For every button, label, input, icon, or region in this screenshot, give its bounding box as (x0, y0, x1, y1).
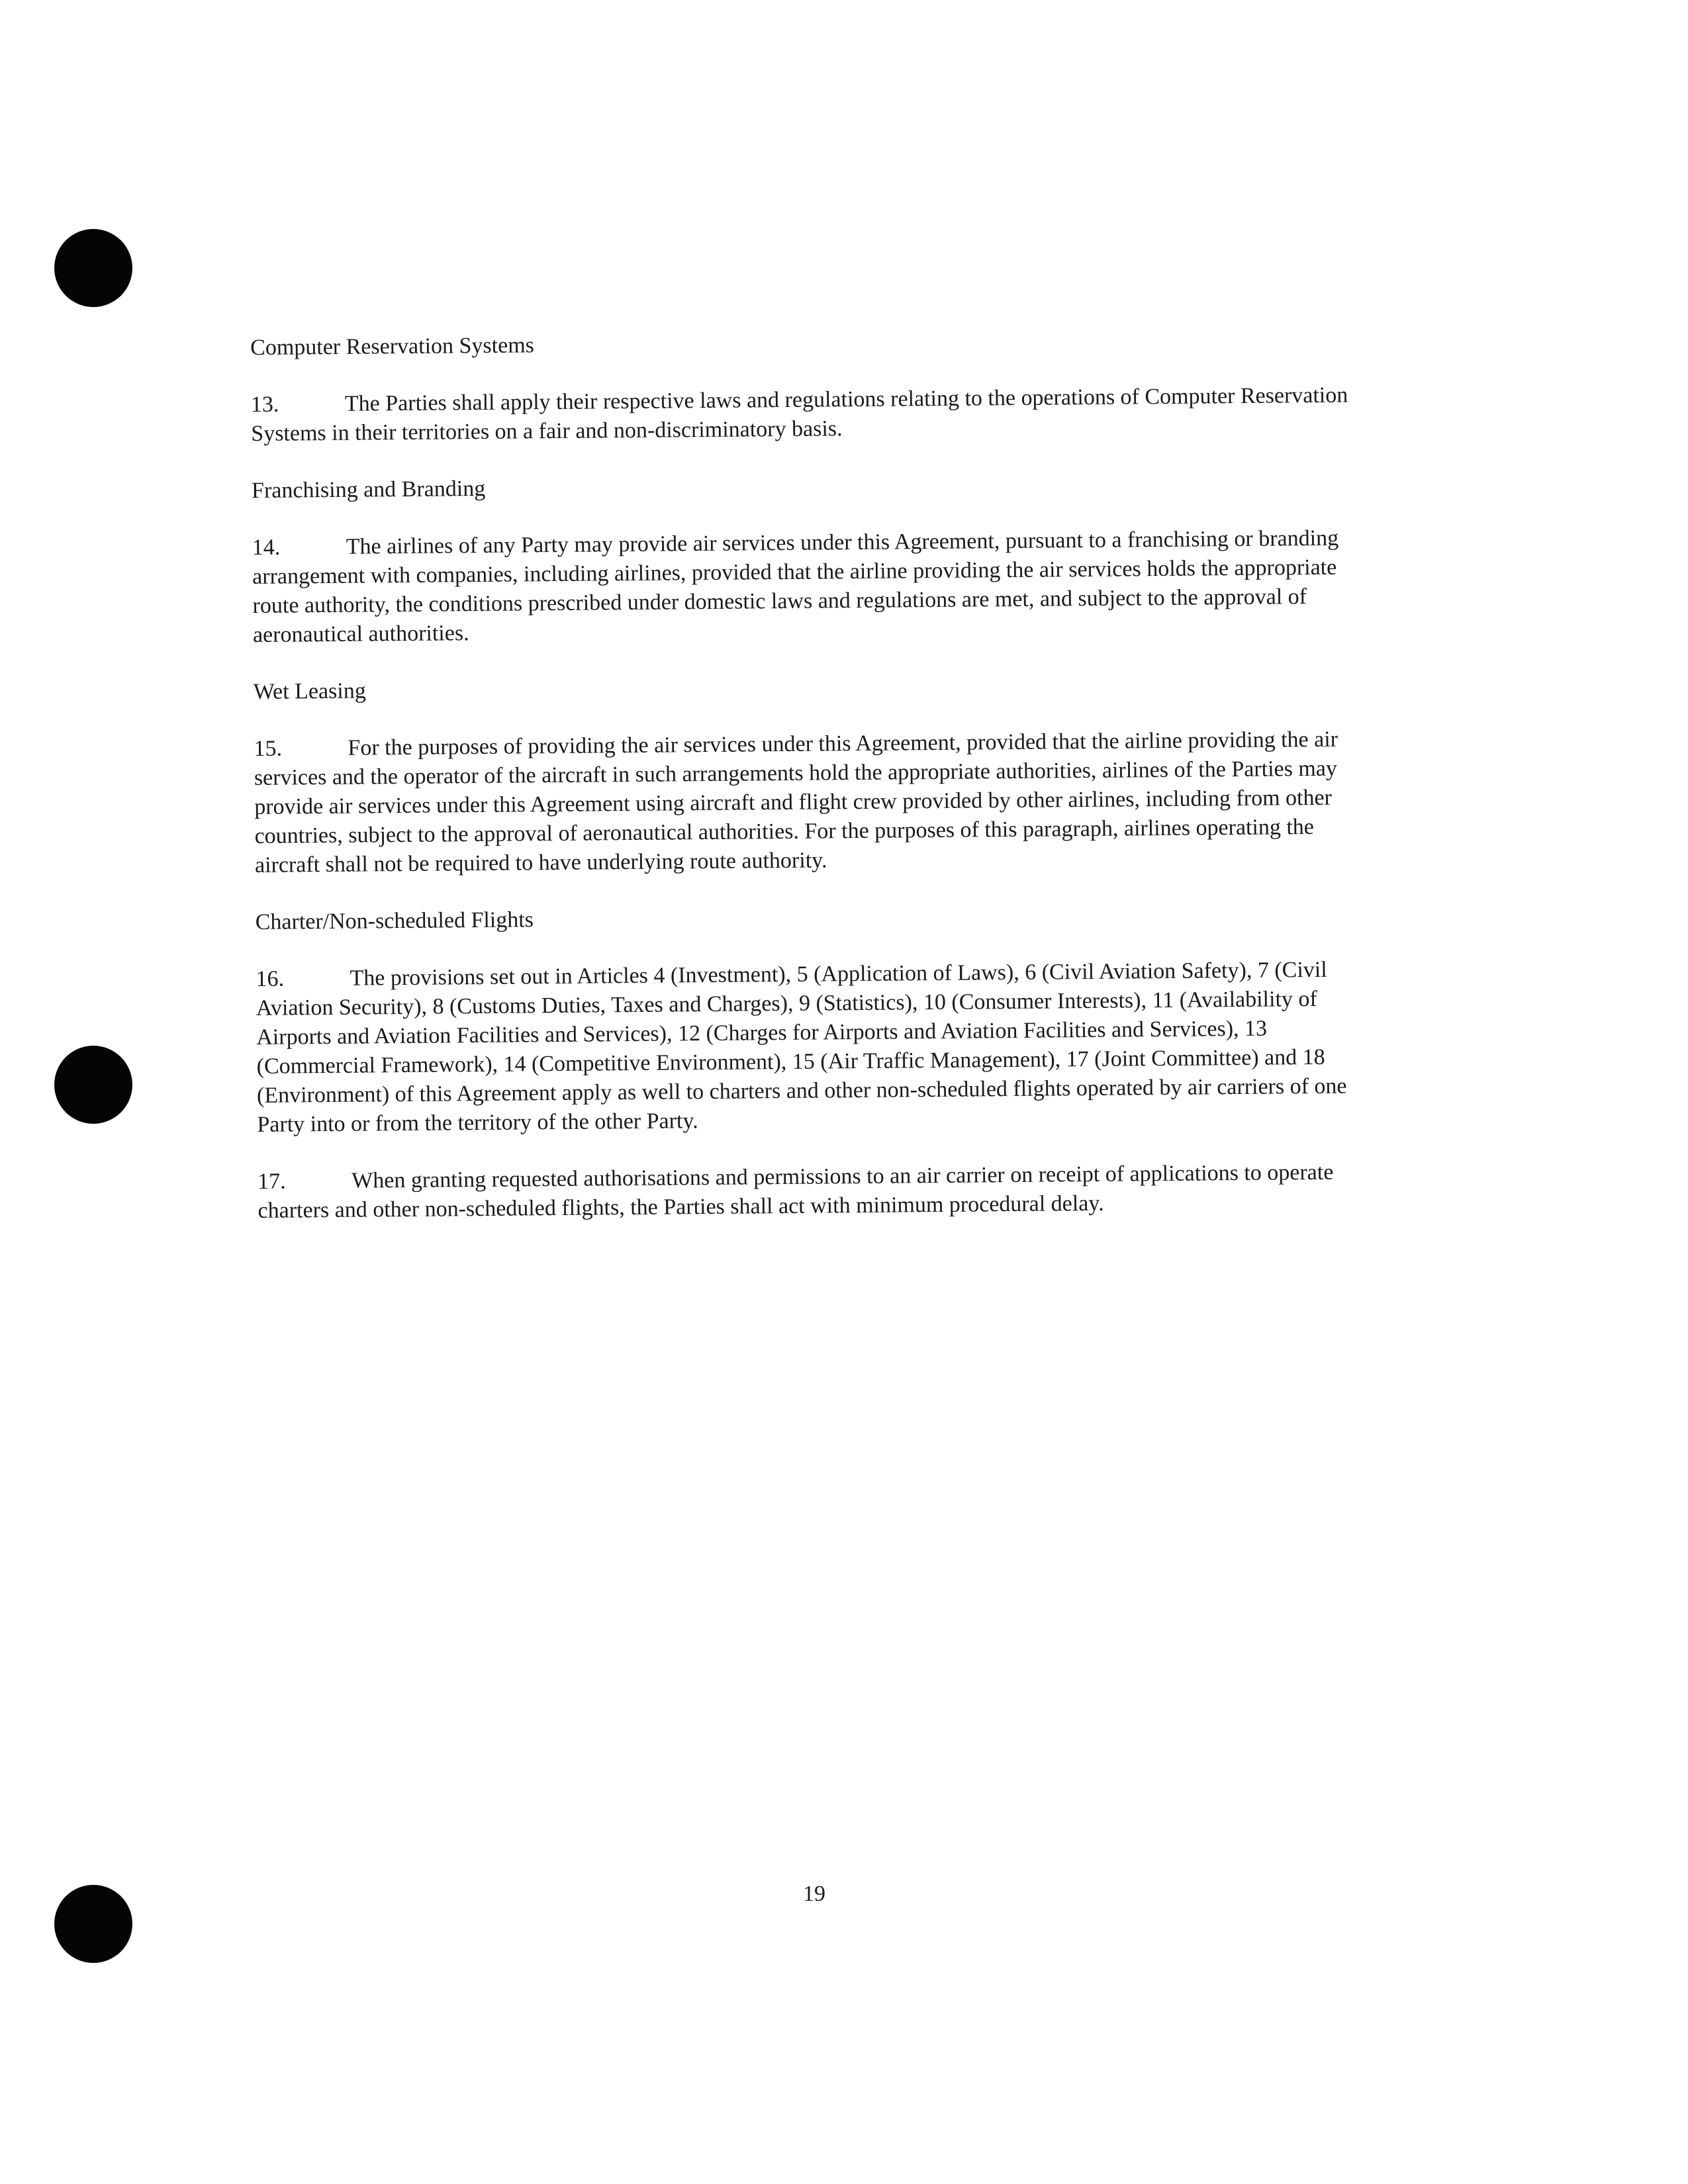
paragraph-13 (251, 381, 1370, 449)
section-heading: Franchising and Branding (251, 476, 486, 503)
paragraph-17 (258, 1158, 1377, 1226)
section-heading: Computer Reservation Systems (250, 333, 535, 360)
paragraph-text: When granting requested authorisations and permissions to an air carrier on receipt of applications to operate charters and other non-scheduled flights, the Parties shall act with minimum procedural delay. (258, 1160, 1334, 1223)
paragraph-15 (254, 725, 1374, 880)
paragraph-number: 14. (252, 535, 281, 560)
punch-hole-top (54, 229, 132, 307)
document-body (250, 324, 1377, 1253)
paragraph-text: The Parties shall apply their respective laws and regulations relating to the operations of Computer Reservation Systems in their territories on a fair and non-discriminatory basis. (251, 383, 1348, 446)
section-computer-reservation-systems (250, 324, 1370, 449)
section-heading: Charter/Non-scheduled Flights (255, 907, 534, 934)
paragraph-number: 13. (250, 392, 279, 417)
section-heading: Wet Leasing (253, 678, 366, 704)
punch-hole-bottom (54, 1885, 132, 1963)
paragraph-number: 16. (256, 966, 285, 991)
paragraph-number: 15. (254, 736, 283, 761)
page-number: 19 (803, 1882, 825, 1906)
paragraph-14 (252, 523, 1372, 650)
paragraph-text: For the purposes of providing the air services under this Agreement, provided that the airline providing the air services and the operator of the aircraft in such arrangements hold the appropriate authorities, airlines of the Parties may provide air services under this Agreement using aircraft and flight crew provided by other airlines, including from other countries, subject to the approval of aeronautical authorities. For the purposes of this paragraph, airlines operating the aircraft shall not be required to have underlying route authority. (254, 727, 1338, 878)
section-charter-non-scheduled-flights (256, 898, 1377, 1226)
section-wet-leasing (254, 668, 1374, 880)
section-franchising-and-branding (252, 467, 1372, 650)
punch-hole-middle (54, 1046, 132, 1124)
paragraph-text: The airlines of any Party may provide air services under this Agreement, pursuant to a franchising or branding arrangement with companies, including airlines, provided that the airline providing the air services holds the appropriate route authority, the conditions prescribed under domestic laws and regulations are met, and subject to the approval of aeronautical authorities. (252, 525, 1339, 647)
paragraph-text: The provisions set out in Articles 4 (Investment), 5 (Application of Laws), 6 (Civil Aviation Safety), 7 (Civil Aviation Security), 8 (Customs Duties, Taxes and Charges), 9 (Statistics), 10 (Consumer Interests), 11 (Availability of Airports and Aviation Facilities and Services), 12 (Charges for Airports and Aviation Facilities and Services), 13 (Commercial Framework), 14 (Competitive Environment), 15 (Air Traffic Management), 17 (Joint Committee) and 18 (Environment) of this Agreement apply as well to charters and other non-scheduled flights operated by air carriers of one Party into or from the territory of the other Party. (256, 957, 1347, 1137)
paragraph-number: 17. (258, 1169, 286, 1194)
paragraph-16 (256, 955, 1376, 1140)
